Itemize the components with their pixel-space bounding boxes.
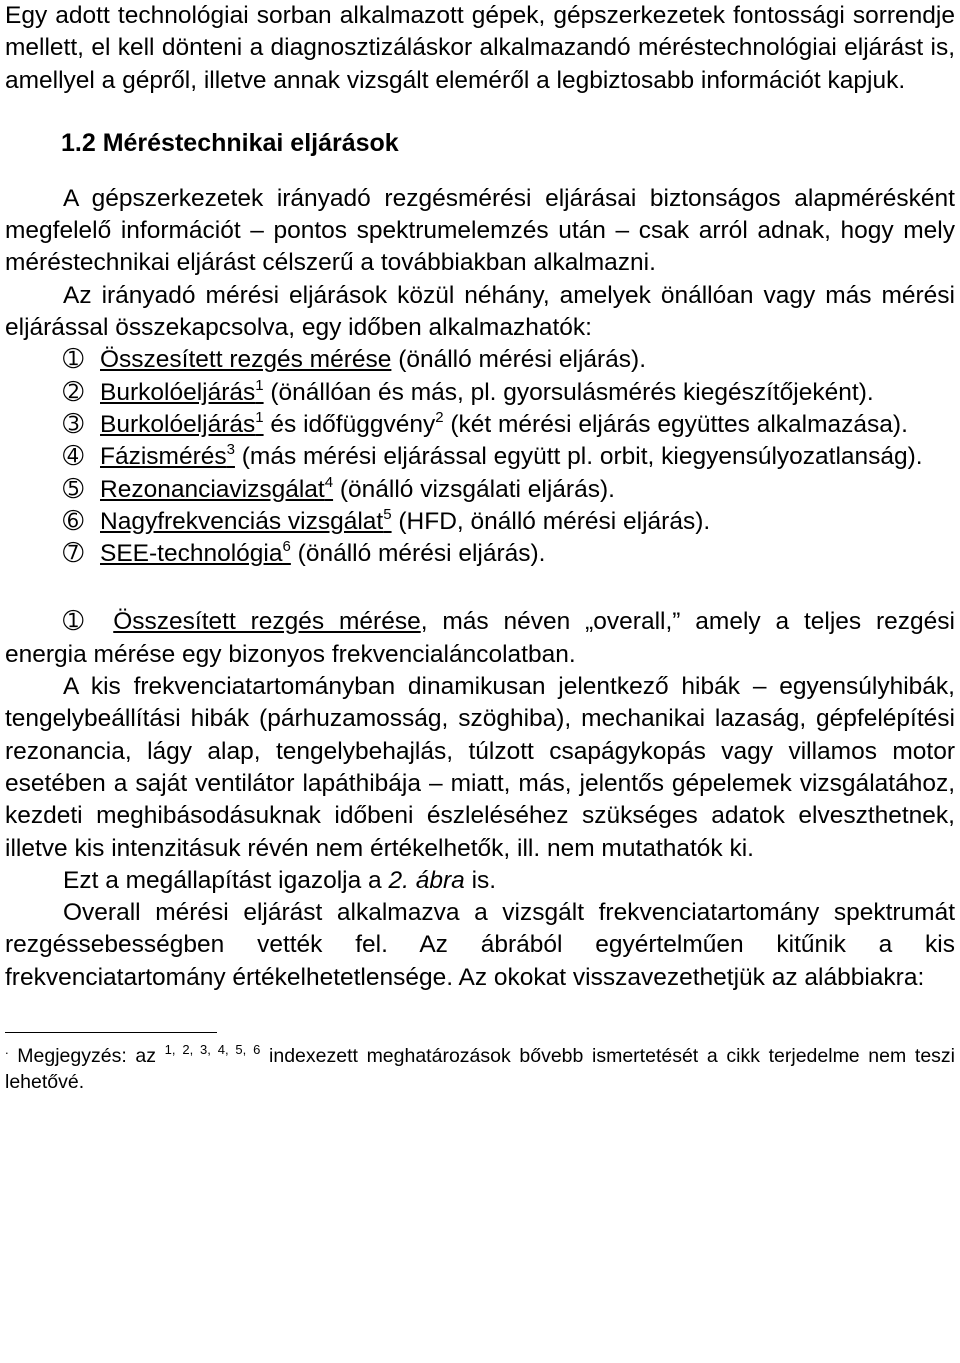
list-item-term — [100, 408, 264, 438]
paragraph-marker: ➀ — [63, 608, 84, 636]
footnote-before: Megjegyzés: az — [8, 1045, 165, 1068]
term-text: Rezonanciavizsgálat — [100, 475, 325, 503]
list-item-text — [100, 409, 955, 441]
term-text: SEE-technológia — [100, 540, 283, 568]
list-marker: ➁ — [63, 378, 84, 406]
paragraph-6: Overall mérési eljárást alkalmazva a vizsgált frekvenciatartomány spektrumát rezgéssebességben vették fel. Az ábrából egyértelműen kitűnik a kis frekvenciatartomány értékelhetetlensége. Az okokat visszavezethetjük az alábbiakra: — [5, 899, 955, 991]
list-marker: ➅ — [63, 507, 84, 535]
footnote-index: 3 — [226, 441, 235, 459]
list-item — [5, 506, 955, 538]
list-item — [5, 441, 955, 473]
list-item-text — [100, 441, 955, 473]
footnote-index: 1 — [255, 376, 264, 394]
list-marker: ➃ — [63, 443, 84, 471]
list-marker: ➀ — [63, 346, 84, 374]
list-item-text — [100, 506, 955, 538]
footnote-indices: 1, 2, 3, 4, 5, 6 — [164, 1042, 261, 1058]
paragraph-rest: , más néven „overall,” amely a teljes rezgési energia mérése egy bizonyos frekvencialáncolatban. — [5, 608, 955, 668]
section-heading: 1.2 Méréstechnikai eljárások — [61, 128, 399, 157]
paragraph-5 — [5, 865, 955, 897]
footnote-index: 4 — [324, 473, 334, 491]
list-item-rest: (HFD, önálló mérési eljárás). — [391, 507, 711, 535]
intro-paragraph: Egy adott technológiai sorban alkalmazott gépek, gépszerkezetek fontossági sorrendje mellett, el kell dönteni a diagnosztizáláskor alkalmazandó méréstechnológiai eljárást is, amellyel a gépről, illetve annak vizsgált eleméről a legbiztosabb információt kapjuk. — [5, 2, 955, 94]
figure-reference: 2. ábra — [388, 866, 465, 894]
footnote-divider — [5, 1032, 217, 1033]
paragraph-3 — [5, 606, 955, 671]
list-item-term — [100, 540, 291, 567]
term-text: Burkolóeljárás — [100, 378, 256, 406]
list-item — [5, 377, 955, 409]
list-item-text — [100, 538, 955, 570]
list-item — [5, 474, 955, 506]
list-item-rest: (két mérési eljárás együttes alkalmazása). — [443, 410, 908, 438]
list-item-term — [100, 505, 392, 535]
paragraph-4: A kis frekvenciatartományban dinamikusan jelentkező hibák – egyensúlyhibák, tengelybeállítási hibák (párhuzamosság, szöghiba), mechanikai lazaság, gépfelépítési rezonancia, lágy alap, tengelybehajlás, túlzott csapágykopás vagy villamos motor esetében a saját ventilátor lapáthibája – miatt, más, jelentős gépelemek vizsgálatához, kezdeti meghibásodásuknak időbeni észleléséhez szükséges adatok elveszthetnek, illetve kis intenzitásuk révén nem értékelhetők, ill. nem mutathatók ki. — [5, 673, 955, 862]
paragraph-term: Összesített rezgés mérése — [113, 608, 421, 636]
footnote-index: 2 — [435, 408, 444, 426]
list-item-text — [100, 344, 955, 376]
term-text: Fázismérés — [100, 443, 227, 471]
list-item — [5, 538, 955, 570]
footnote-after: indexezett meghatározások bővebb ismertetését a cikk terjedelme nem teszi lehetővé. — [5, 1045, 955, 1094]
term-text: Nagyfrekvenciás vizsgálat — [100, 507, 384, 535]
paragraph-2: Az irányadó mérési eljárások közül néhány, amelyek önállóan vagy más mérési eljárással összekapcsolva, egy időben alkalmazhatók: — [5, 281, 955, 342]
paragraph-5-after: is. — [464, 866, 497, 894]
list-item-rest: (önállóan és más, pl. gyorsulásmérés kiegészítőjeként). — [263, 378, 874, 406]
spacer — [5, 570, 955, 606]
list-item-text — [100, 474, 955, 506]
list-item-term — [100, 443, 235, 470]
footnote-mark: . — [5, 1042, 9, 1058]
paragraph-5-before: Ezt a megállapítást igazolja a — [63, 866, 389, 894]
list-item-rest: (más mérési eljárással együtt pl. orbit, kiegyensúlyozatlanság). — [234, 443, 923, 471]
list-marker: ➆ — [63, 540, 84, 568]
term-text: Burkolóeljárás — [100, 410, 256, 438]
list-item-term — [100, 376, 264, 406]
list-item — [5, 344, 955, 376]
footnote-index: 6 — [282, 538, 291, 556]
footnote-index: 5 — [383, 505, 392, 523]
method-list — [5, 344, 955, 570]
list-item-term — [100, 473, 334, 503]
list-item-term: Összesített rezgés mérése — [100, 346, 392, 374]
footnote — [5, 1043, 955, 1095]
list-marker: ➄ — [63, 475, 84, 503]
list-item-text — [100, 377, 955, 409]
list-item-rest: (önálló vizsgálati eljárás). — [333, 475, 615, 503]
footnote-index: 1 — [255, 408, 264, 426]
list-item — [5, 409, 955, 441]
document-page — [5, 0, 955, 1115]
list-item-rest: (önálló mérési eljárás). — [391, 346, 647, 374]
list-item-mid: és időfüggvény — [263, 410, 436, 438]
list-marker: ➂ — [63, 410, 84, 438]
paragraph-1: A gépszerkezetek irányadó rezgésmérési eljárásai biztonságos alapmérésként megfelelő információt – pontos spektrumelemzés után – csak arról adnak, hogy mely méréstechnikai eljárást célszerű a továbbiakban alkalmazni. — [5, 184, 955, 277]
list-item-rest: (önálló mérési eljárás). — [290, 540, 546, 568]
